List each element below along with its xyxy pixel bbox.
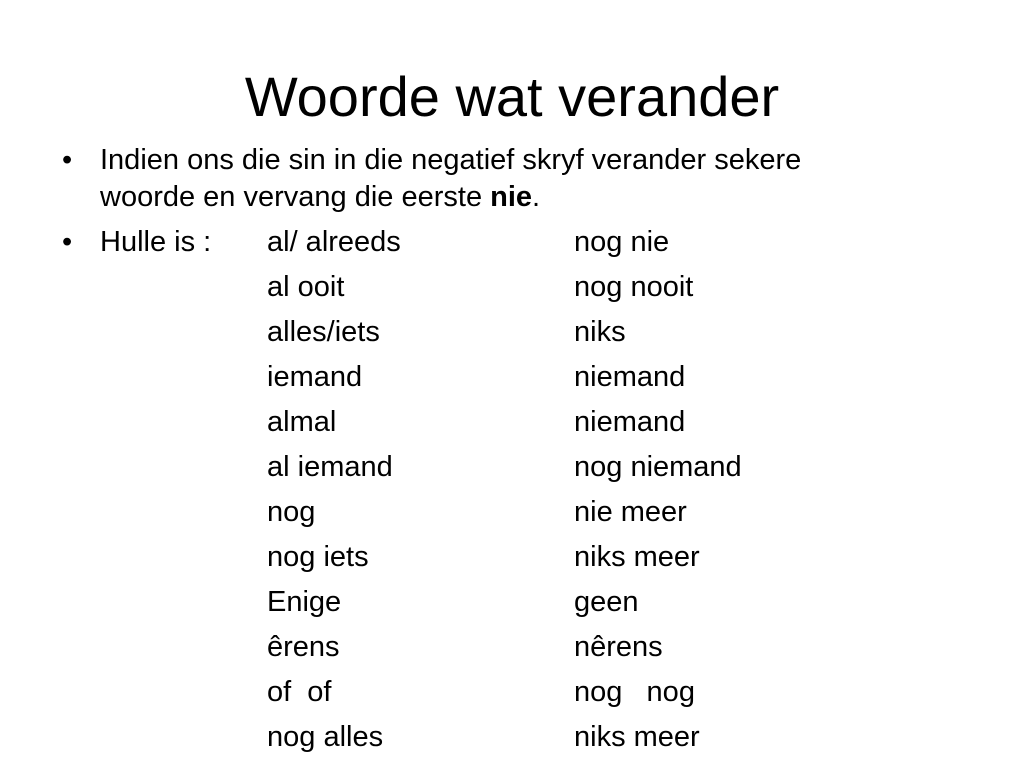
word-negative: niemand xyxy=(574,361,686,393)
bullet-2-icon: • xyxy=(62,226,73,258)
bullet-1-bold-word: nie xyxy=(490,181,533,213)
bullet-1-line-1: Indien ons die sin in die negatief skryf verander sekere xyxy=(100,144,802,176)
bullet-1-line-2 xyxy=(100,179,540,215)
bullet-1-line-2-suffix: . xyxy=(532,181,541,213)
word-negative: niks meer xyxy=(574,541,700,573)
word-positive: nog xyxy=(267,496,316,528)
word-positive: êrens xyxy=(267,631,340,663)
word-positive: of of xyxy=(267,676,332,708)
word-negative: nog nog xyxy=(574,676,695,708)
bullet-1-line-2-prefix: woorde en vervang die eerste xyxy=(100,181,491,213)
word-positive: nog alles xyxy=(267,721,384,753)
word-positive: nog iets xyxy=(267,541,369,573)
word-negative: niks meer xyxy=(574,721,700,753)
word-positive: al iemand xyxy=(267,451,393,483)
word-negative: niks xyxy=(574,316,626,348)
slide-title: Woorde wat verander xyxy=(244,65,780,128)
word-negative: nog nie xyxy=(574,226,670,258)
word-positive: Enige xyxy=(267,586,342,618)
bullet-1-icon: • xyxy=(62,144,73,176)
bullet-2-label: Hulle is : xyxy=(100,226,212,258)
word-negative: geen xyxy=(574,586,639,618)
word-positive: al ooit xyxy=(267,271,345,303)
word-positive: iemand xyxy=(267,361,363,393)
word-positive: almal xyxy=(267,406,337,438)
word-negative: niemand xyxy=(574,406,686,438)
word-negative: nêrens xyxy=(574,631,663,663)
word-positive: alles/iets xyxy=(267,316,380,348)
word-positive: al/ alreeds xyxy=(267,226,401,258)
word-negative: nog niemand xyxy=(574,451,742,483)
word-negative: nog nooit xyxy=(574,271,694,303)
word-negative: nie meer xyxy=(574,496,687,528)
